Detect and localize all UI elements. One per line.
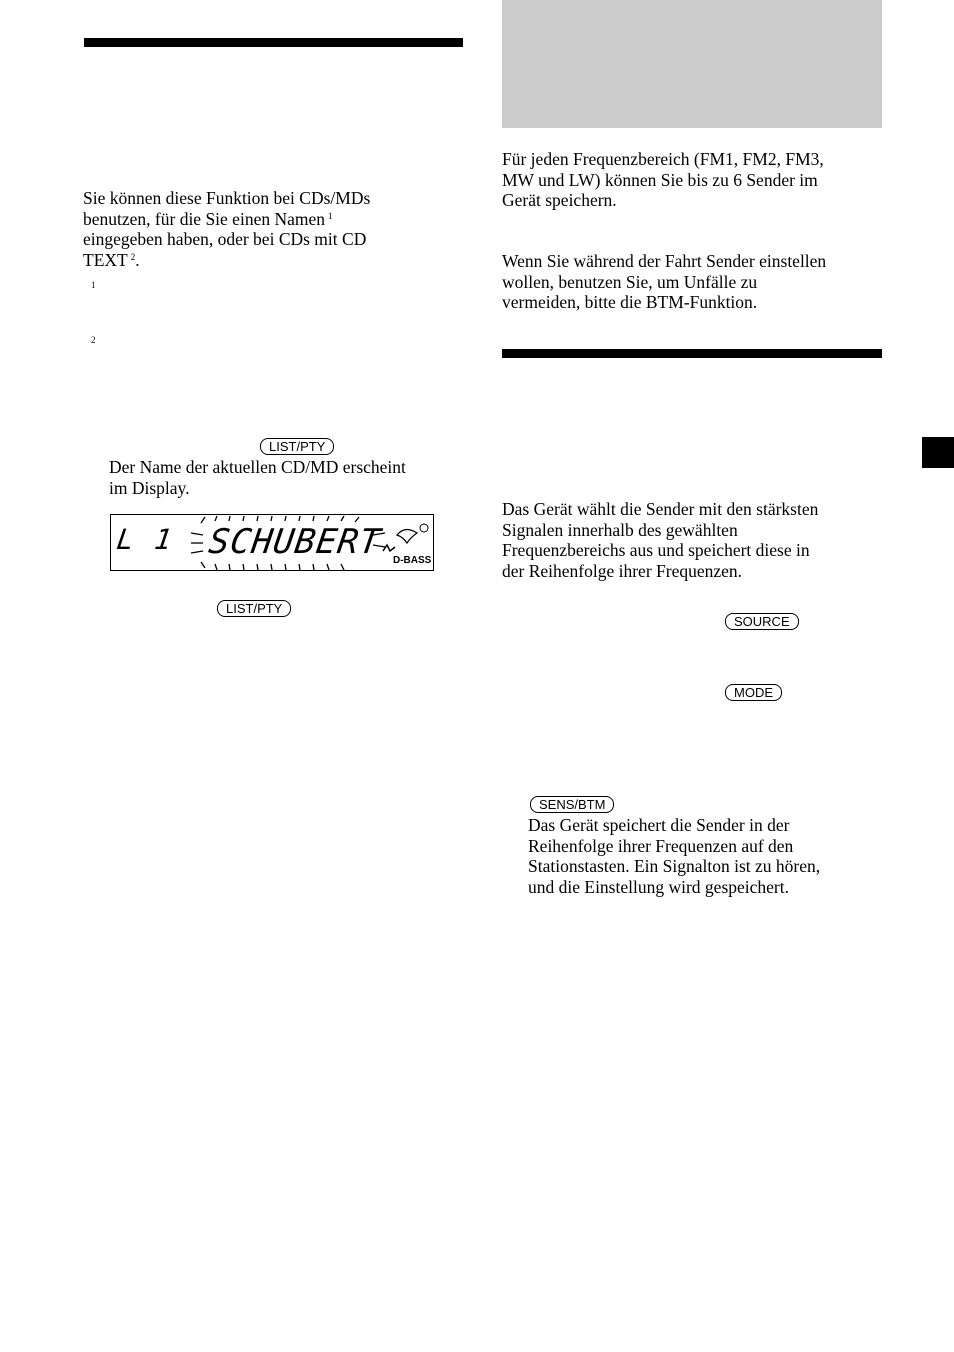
right-body-line-1: Das Gerät wählt die Sender mit den stärksten [502, 499, 819, 519]
display-disc-indicator: L 1 [114, 523, 176, 556]
display-dbass-indicator: D-BASS [393, 555, 432, 566]
left-step-line-1: Der Name der aktuellen CD/MD erscheint [109, 457, 406, 477]
left-step-text [109, 457, 469, 498]
right-step-line-2: Reihenfolge ihrer Frequenzen auf den [528, 835, 794, 856]
right-body-line-4: der Reihenfolge ihrer Frequenzen. [502, 560, 743, 581]
right-intro2-line-3: vermeiden, bitte die BTM-Funktion. [502, 292, 758, 312]
right-intro2-line-1: Wenn Sie während der Fahrt Sender einstellen [502, 251, 827, 271]
header-shaded-box [502, 0, 882, 128]
footnote-ref-1: 1 [328, 210, 333, 221]
right-intro1-line-2: MW und LW) können Sie bis zu 6 Sender im [502, 169, 818, 190]
sens-btm-button[interactable]: SENS/BTM [530, 796, 614, 813]
right-step-text [528, 815, 898, 897]
left-intro-line-2: benutzen, für die Sie einen Namen $^1$ [83, 208, 333, 229]
right-intro2-line-2: wollen, benutzen Sie, um Unfälle zu [502, 271, 758, 292]
right-intro1-line-3: Gerät speichern. [502, 190, 617, 210]
right-step-line-1: Das Gerät speichert die Sender in der [528, 815, 790, 835]
chapter-side-tab [922, 437, 954, 468]
section-rule-left [84, 38, 463, 47]
left-intro-line-1: Sie können diese Funktion bei CDs/MDs [83, 188, 371, 208]
footnote-marker-1: 1 [91, 280, 96, 290]
left-step-line-2: im Display. [109, 477, 190, 498]
list-pty-button[interactable]: LIST/PTY [260, 438, 334, 455]
right-intro-paragraph-1 [502, 149, 892, 211]
footnote-ref-2: 2 [130, 251, 136, 262]
left-intro-line-3: eingegeben haben, oder bei CDs mit CD [83, 229, 367, 249]
right-body-line-2: Signalen innerhalb des gewählten [502, 519, 738, 540]
mode-button[interactable]: MODE [725, 684, 782, 701]
footnote-marker-2: 2 [91, 335, 96, 345]
section-rule-right [502, 349, 882, 358]
right-intro1-line-1: Für jeden Frequenzbereich (FM1, FM2, FM3, [502, 149, 824, 169]
right-body-line-3: Frequenzbereichs aus und speichert diese in [502, 540, 810, 560]
right-step-line-3: Stationstasten. Ein Signalton ist zu hören, [528, 856, 821, 876]
source-button[interactable]: SOURCE [725, 613, 799, 630]
cd-display-illustration [110, 514, 434, 571]
right-step-line-4: und die Einstellung wird gespeichert. [528, 876, 789, 897]
list-pty-button[interactable]: LIST/PTY [217, 600, 291, 617]
left-intro-line-4: TEXT $^2$. [83, 249, 140, 270]
left-intro-paragraph [83, 188, 468, 270]
display-disc-name: SCHUBERT [206, 522, 384, 562]
right-body-paragraph [502, 499, 892, 581]
right-intro-paragraph-2 [502, 251, 892, 313]
